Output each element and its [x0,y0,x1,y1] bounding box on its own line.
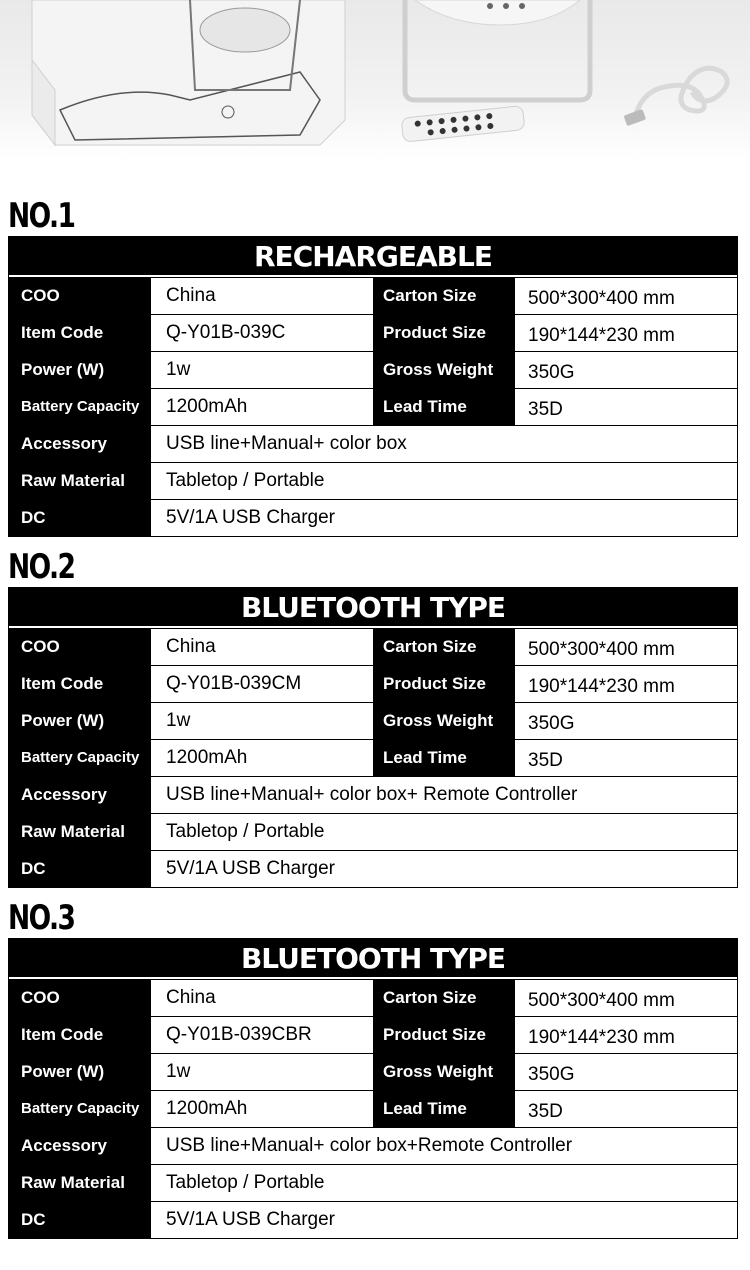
spec-row-battery [9,1090,737,1127]
label-battery-capacity: Battery Capacity [9,389,151,425]
label-accessory: Accessory [9,426,151,462]
value-product-size: 190*144*230 mm [515,315,737,351]
label-product-size: Product Size [373,1017,515,1053]
value-dc: 5V/1A USB Charger [151,1202,737,1238]
spec-row-coo [9,628,737,665]
value-power: 1w [151,352,373,388]
value-coo: China [151,980,373,1016]
label-raw-material: Raw Material [9,1165,151,1201]
spec-row-coo [9,979,737,1016]
spec-row-dc [9,499,737,536]
section-label-no2: NO.2 [8,547,75,587]
label-accessory: Accessory [9,1128,151,1164]
spec-row-battery [9,388,737,425]
spec-title: RECHARGEABLE [9,237,737,277]
label-power: Power (W) [9,1054,151,1090]
spec-table-no3 [8,938,738,1239]
value-accessory: USB line+Manual+ color box+ Remote Controller [151,777,737,813]
spec-row-item-code [9,1016,737,1053]
value-accessory: USB line+Manual+ color box+Remote Controller [151,1128,737,1164]
label-item-code: Item Code [9,315,151,351]
label-lead-time: Lead Time [373,740,515,776]
value-battery-capacity: 1200mAh [151,389,373,425]
label-gross-weight: Gross Weight [373,352,515,388]
label-dc: DC [9,1202,151,1238]
value-raw-material: Tabletop / Portable [151,463,737,499]
label-power: Power (W) [9,352,151,388]
product-photo-illustration [0,0,750,160]
value-product-size: 190*144*230 mm [515,666,737,702]
spec-row-accessory [9,776,737,813]
spec-row-coo [9,277,737,314]
value-gross-weight: 350G [515,703,737,739]
label-dc: DC [9,500,151,536]
label-coo: COO [9,278,151,314]
value-carton-size: 500*300*400 mm [515,278,737,314]
label-dc: DC [9,851,151,887]
label-lead-time: Lead Time [373,389,515,425]
value-carton-size: 500*300*400 mm [515,629,737,665]
spec-row-raw-material [9,462,737,499]
label-product-size: Product Size [373,315,515,351]
label-coo: COO [9,629,151,665]
spec-row-accessory [9,1127,737,1164]
value-lead-time: 35D [515,740,737,776]
value-lead-time: 35D [515,1091,737,1127]
spec-table-no1 [8,236,738,537]
label-carton-size: Carton Size [373,278,515,314]
label-raw-material: Raw Material [9,814,151,850]
value-item-code: Q-Y01B-039CM [151,666,373,702]
label-gross-weight: Gross Weight [373,703,515,739]
value-power: 1w [151,703,373,739]
spec-row-accessory [9,425,737,462]
label-item-code: Item Code [9,666,151,702]
label-gross-weight: Gross Weight [373,1054,515,1090]
label-raw-material: Raw Material [9,463,151,499]
spec-row-battery [9,739,737,776]
spec-row-power [9,702,737,739]
spec-row-power [9,351,737,388]
value-power: 1w [151,1054,373,1090]
value-battery-capacity: 1200mAh [151,740,373,776]
label-accessory: Accessory [9,777,151,813]
label-battery-capacity: Battery Capacity [9,1091,151,1127]
value-coo: China [151,278,373,314]
value-gross-weight: 350G [515,352,737,388]
label-carton-size: Carton Size [373,980,515,1016]
value-lead-time: 35D [515,389,737,425]
spec-row-raw-material [9,1164,737,1201]
value-dc: 5V/1A USB Charger [151,851,737,887]
label-power: Power (W) [9,703,151,739]
value-product-size: 190*144*230 mm [515,1017,737,1053]
value-accessory: USB line+Manual+ color box [151,426,737,462]
label-battery-capacity: Battery Capacity [9,740,151,776]
section-label-no1: NO.1 [8,196,75,236]
spec-title: BLUETOOTH TYPE [9,939,737,979]
spec-row-item-code [9,314,737,351]
value-gross-weight: 350G [515,1054,737,1090]
label-item-code: Item Code [9,1017,151,1053]
value-raw-material: Tabletop / Portable [151,814,737,850]
value-raw-material: Tabletop / Portable [151,1165,737,1201]
label-product-size: Product Size [373,666,515,702]
value-battery-capacity: 1200mAh [151,1091,373,1127]
value-item-code: Q-Y01B-039C [151,315,373,351]
label-lead-time: Lead Time [373,1091,515,1127]
spec-table-no2 [8,587,738,888]
label-coo: COO [9,980,151,1016]
product-photo [0,0,750,160]
label-carton-size: Carton Size [373,629,515,665]
value-carton-size: 500*300*400 mm [515,980,737,1016]
spec-row-item-code [9,665,737,702]
spec-row-dc [9,1201,737,1238]
section-label-no3: NO.3 [8,898,75,938]
spec-row-dc [9,850,737,887]
spec-title: BLUETOOTH TYPE [9,588,737,628]
value-item-code: Q-Y01B-039CBR [151,1017,373,1053]
value-coo: China [151,629,373,665]
spec-row-power [9,1053,737,1090]
spec-row-raw-material [9,813,737,850]
value-dc: 5V/1A USB Charger [151,500,737,536]
